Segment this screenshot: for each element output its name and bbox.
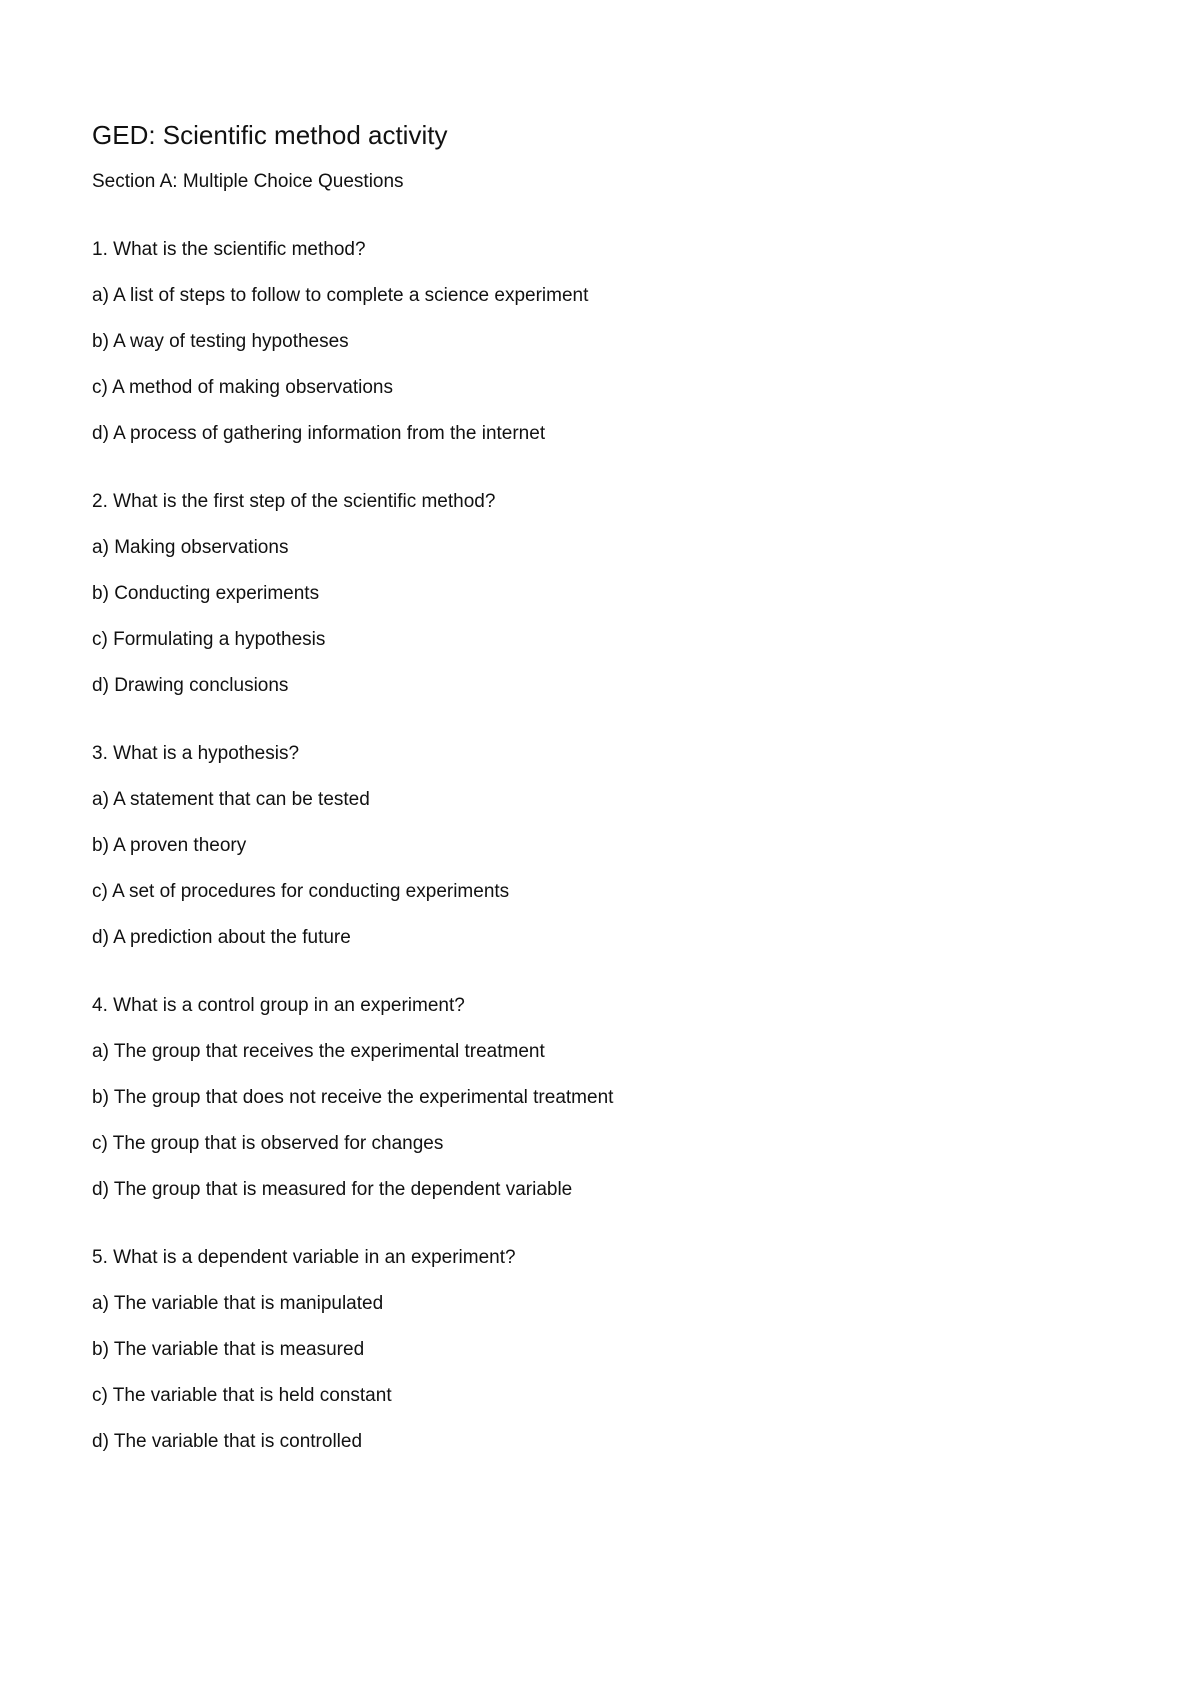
question-5-text <box>92 1246 1112 1270</box>
question-4-option-a <box>92 1040 1112 1064</box>
question-3 <box>92 742 1112 950</box>
question-1-option-a <box>92 284 1112 308</box>
question-number: 2. <box>92 491 108 512</box>
question-number: 5. <box>92 1247 108 1268</box>
question-2-option-d <box>92 674 1112 698</box>
option-text: A way of testing hypotheses <box>113 331 349 352</box>
question-1-option-c <box>92 376 1112 400</box>
option-text: A list of steps to follow to complete a science experiment <box>113 285 589 306</box>
question-4-option-b <box>92 1086 1112 1110</box>
option-letter: c ) <box>92 629 113 650</box>
question-5-option-d <box>92 1430 1112 1454</box>
option-letter: c ) <box>92 377 112 398</box>
question-list <box>92 238 1112 1454</box>
option-letter: c ) <box>92 1133 113 1154</box>
question-3-option-c <box>92 880 1112 904</box>
option-text: Drawing conclusions <box>114 675 289 696</box>
question-1 <box>92 238 1112 446</box>
question-5-option-b <box>92 1338 1112 1362</box>
question-1-text <box>92 238 1112 262</box>
option-letter: b ) <box>92 835 113 856</box>
option-letter: a ) <box>92 1041 114 1062</box>
question-prompt: What is a hypothesis? <box>113 743 300 764</box>
question-3-option-b <box>92 834 1112 858</box>
option-text: The variable that is measured <box>113 1339 365 1360</box>
question-number: 3. <box>92 743 108 764</box>
question-4-text <box>92 994 1112 1018</box>
question-3-option-d <box>92 926 1112 950</box>
document-page <box>92 118 1112 1498</box>
question-5 <box>92 1246 1112 1454</box>
option-text: The group that does not receive the experimental treatment <box>113 1087 614 1108</box>
question-5-option-c <box>92 1384 1112 1408</box>
option-letter: b ) <box>92 1339 114 1360</box>
option-text: The group that is observed for changes <box>112 1133 444 1154</box>
option-letter: a ) <box>92 537 114 558</box>
option-text: The group that receives the experimental treatment <box>113 1041 545 1062</box>
option-text: A method of making observations <box>112 377 393 398</box>
question-1-option-b <box>92 330 1112 354</box>
option-letter: b ) <box>92 583 114 604</box>
question-prompt: What is a dependent variable in an experiment? <box>113 1247 516 1268</box>
option-text: Making observations <box>114 537 289 558</box>
option-text: A set of procedures for conducting experiments <box>112 881 510 902</box>
option-letter: a ) <box>92 285 113 306</box>
option-text: Formulating a hypothesis <box>113 629 326 650</box>
option-letter: b ) <box>92 1087 114 1108</box>
question-5-option-a <box>92 1292 1112 1316</box>
option-text: A prediction about the future <box>113 927 351 948</box>
question-3-text <box>92 742 1112 766</box>
option-letter: a ) <box>92 789 113 810</box>
question-number: 4. <box>92 995 108 1016</box>
option-letter: d ) <box>92 927 113 948</box>
question-4-option-c <box>92 1132 1112 1156</box>
option-text: The variable that is held constant <box>112 1385 392 1406</box>
question-2 <box>92 490 1112 698</box>
question-2-text <box>92 490 1112 514</box>
option-letter: d ) <box>92 423 113 444</box>
question-prompt: What is a control group in an experiment? <box>113 995 465 1016</box>
option-letter: d ) <box>92 1431 114 1452</box>
option-letter: d ) <box>92 1179 114 1200</box>
question-prompt: What is the first step of the scientific method? <box>113 491 496 512</box>
option-letter: a ) <box>92 1293 114 1314</box>
question-3-option-a <box>92 788 1112 812</box>
option-text: A proven theory <box>113 835 247 856</box>
document-title: GED: Scientific method activity <box>92 120 448 150</box>
question-4-option-d <box>92 1178 1112 1202</box>
option-letter: b ) <box>92 331 113 352</box>
option-letter: c ) <box>92 881 112 902</box>
section-heading: Section A: Multiple Choice Questions <box>92 171 404 192</box>
option-letter: d ) <box>92 675 114 696</box>
option-text: A statement that can be tested <box>113 789 370 810</box>
option-text: Conducting experiments <box>114 583 320 604</box>
option-text: The group that is measured for the dependent variable <box>113 1179 573 1200</box>
option-text: A process of gathering information from the internet <box>113 423 546 444</box>
question-2-option-b <box>92 582 1112 606</box>
question-4 <box>92 994 1112 1202</box>
question-number: 1. <box>92 239 108 260</box>
option-text: The variable that is manipulated <box>113 1293 384 1314</box>
question-2-option-c <box>92 628 1112 652</box>
option-letter: c ) <box>92 1385 113 1406</box>
option-text: The variable that is controlled <box>113 1431 363 1452</box>
question-2-option-a <box>92 536 1112 560</box>
question-1-option-d <box>92 422 1112 446</box>
question-prompt: What is the scientific method? <box>113 239 366 260</box>
